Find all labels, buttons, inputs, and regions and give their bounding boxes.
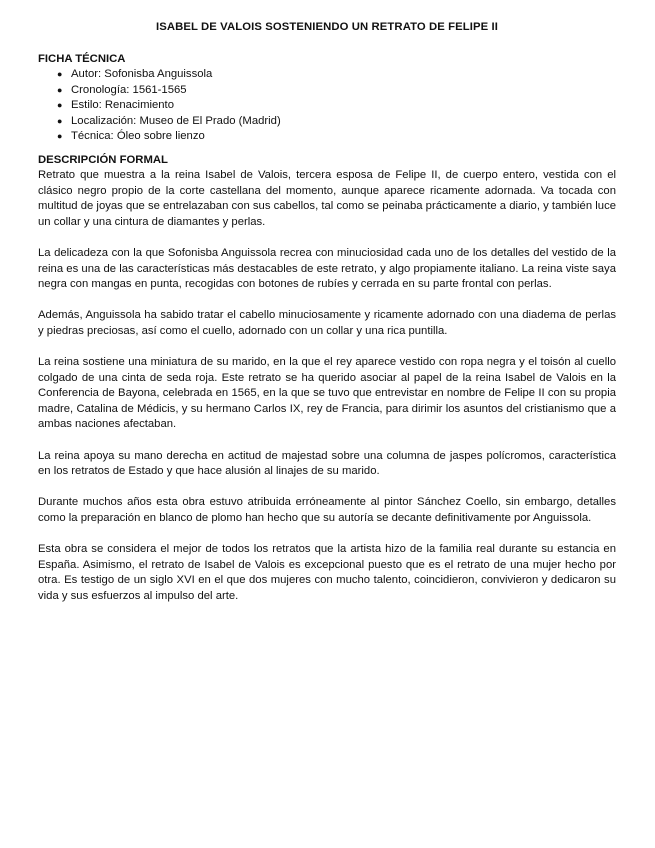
ficha-item-text: Localización: Museo de El Prado (Madrid): [71, 114, 281, 127]
ficha-item-tecnica: [38, 129, 616, 145]
paragraph: La reina sostiene una miniatura de su marido, en la que el rey aparece vestido con ropa negra y el toisón al cuello colgado de una cinta de seda roja. Este retrato se ha querido asociar al papel de la reina Isabel de Valois en la Conferencia de Bayona, celebrada en 1565, en la que se tuvo que entrevistar en nombre de Felipe II con su propia madre, Catalina de Médicis, y su hermano Carlos IX, rey de Francia, para dirimir los asuntos del cristianismo que a ambas naciones afectaban.: [38, 356, 616, 431]
bullet-icon: ●: [57, 69, 63, 79]
ficha-item-text: Estilo: Renacimiento: [71, 99, 174, 112]
ficha-tecnica-list: [38, 67, 616, 145]
ficha-item-text: Autor: Sofonisba Anguissola: [71, 68, 213, 80]
bullet-icon: ●: [57, 115, 63, 126]
bullet-icon: ●: [57, 131, 63, 142]
paragraph: Durante muchos años esta obra estuvo atribuida erróneamente al pintor Sánchez Coello, sin embargo, detalles como la preparación en blanco de plomo han hecho que su autoría se decante definitivamente por Anguissola.: [38, 496, 616, 525]
paragraph: Retrato que muestra a la reina Isabel de Valois, tercera esposa de Felipe II, de cuerpo entero, vestida con el clásico negro propio de la corte castellana del momento, aunque aparece ricamente adornada. Va tocada con multitud de joyas que se entrelazaban con sus cabellos, tal como se peinaba prácticamente a diario, y también luce un collar y una cintura de diamantes y perlas.: [38, 168, 616, 228]
ficha-tecnica-heading: FICHA TÉCNICA: [38, 53, 126, 65]
document-page: [38, 20, 616, 620]
paragraph: La reina apoya su mano derecha en actitud de majestad sobre una columna de jaspes polícromos, característica en los retratos de Estado y que hace alusión al linajes de su marido.: [38, 449, 616, 478]
ficha-item-localizacion: [38, 114, 616, 130]
ficha-item-text: Cronología: 1561-1565: [71, 83, 187, 96]
paragraph: La delicadeza con la que Sofonisba Anguissola recrea con minuciosidad cada uno de los detalles del vestido de la reina es una de las características más destacables de este retrato, y algo propiamente italiano. La reina viste saya negra con mangas en punta, recogidas con botones de rubíes y cerrada en su parte frontal con perlas.: [38, 246, 616, 291]
paragraph: Además, Anguissola ha sabido tratar el cabello minuciosamente y ricamente adornado con una diadema de perlas y piedras preciosas, así como el cuello, adornado con un collar y una rica puntilla.: [38, 309, 616, 337]
document-title: ISABEL DE VALOIS SOSTENIENDO UN RETRATO DE FELIPE II: [155, 21, 499, 33]
bullet-icon: ●: [57, 100, 63, 111]
descripcion-formal-heading: DESCRIPCIÓN FORMAL: [38, 153, 168, 166]
ficha-item-text: Técnica: Óleo sobre lienzo: [71, 130, 205, 143]
ficha-item-autor: [38, 67, 616, 83]
ficha-item-estilo: [38, 98, 616, 114]
ficha-item-cronologia: [38, 83, 616, 99]
bullet-icon: ●: [57, 84, 63, 95]
paragraph: Esta obra se considera el mejor de todos los retratos que la artista hizo de la familia real durante su estancia en España. Asimismo, el retrato de Isabel de Valois es excepcional puesto que es el retrato de una mujer hecho por otra. Es testigo de un siglo XVI en el que dos mujeres con mucho talento, coincidieron, convivieron y dedicaron su vida y sus esfuerzos al impulso del arte.: [38, 543, 616, 602]
